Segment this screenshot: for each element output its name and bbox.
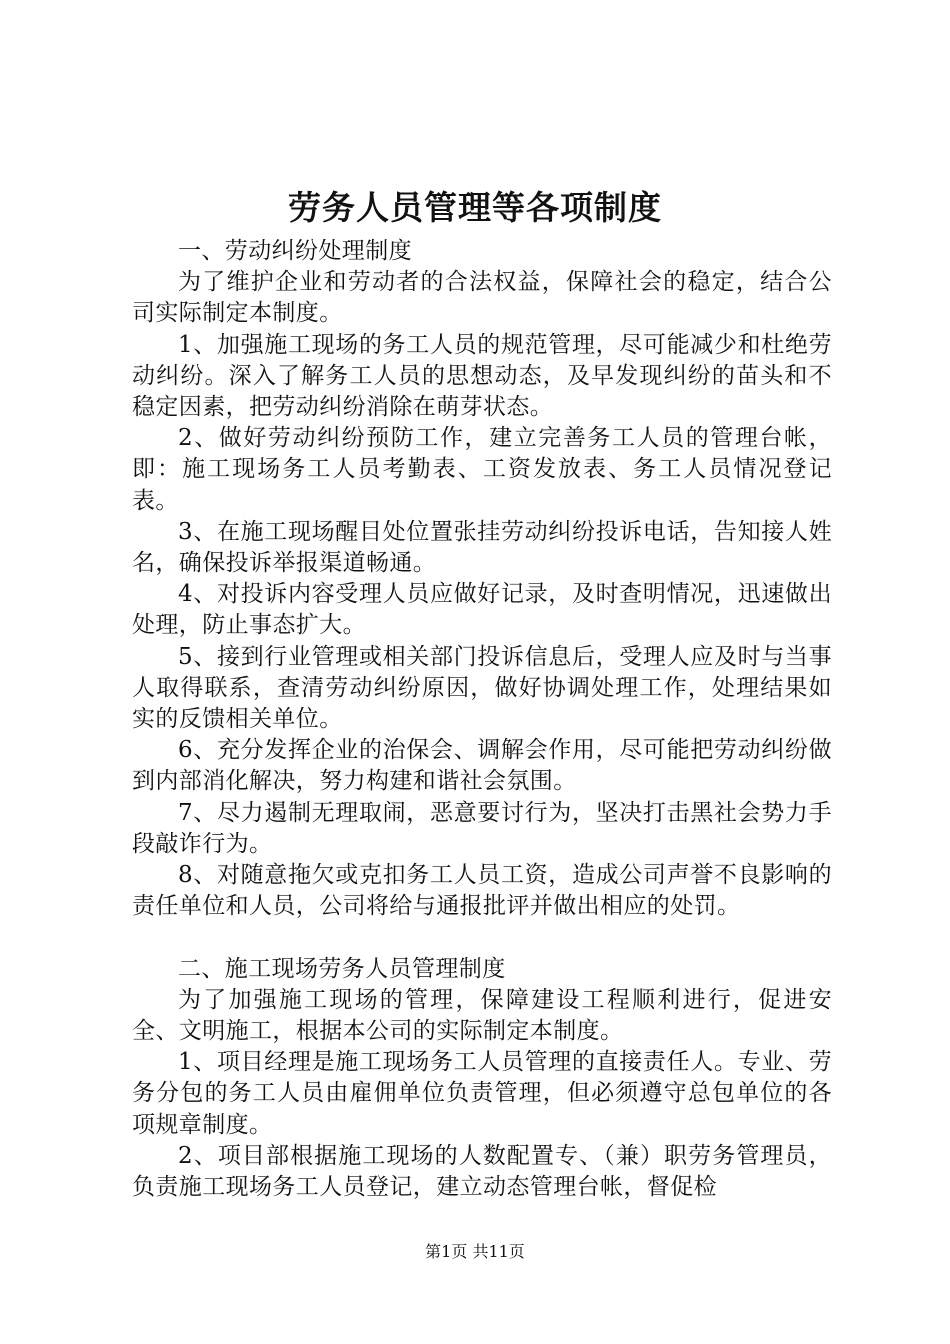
section-heading: 一、劳动纠纷处理制度 bbox=[178, 238, 412, 264]
paragraph: 为了维护企业和劳动者的合法权益，保障社会的稳定，结合公司实际制定本制度。 bbox=[132, 269, 832, 327]
document-title: 劳务人员管理等各项制度 bbox=[288, 188, 662, 227]
paragraph: 6、充分发挥企业的治保会、调解会作用，尽可能把劳动纠纷做到内部消化解决，努力构建和谐社会氛围。 bbox=[132, 737, 832, 795]
section-heading: 二、施工现场劳务人员管理制度 bbox=[178, 955, 506, 982]
paragraph: 4、对投诉内容受理人员应做好记录，及时查明情况，迅速做出处理，防止事态扩大。 bbox=[132, 581, 832, 639]
paragraph: 为了加强施工现场的管理，保障建设工程顺利进行，促进安全、文明施工，根据本公司的实际制定本制度。 bbox=[132, 986, 832, 1045]
paragraph: 1、项目经理是施工现场务工人员管理的直接责任人。专业、劳务分包的务工人员由雇佣单位负责管理，但必须遵守总包单位的各项规章制度。 bbox=[132, 1049, 832, 1138]
section-spacer bbox=[132, 922, 832, 953]
paragraph: 8、对随意拖欠或克扣务工人员工资，造成公司声誉不良影响的责任单位和人员，公司将给与通报批评并做出相应的处罚。 bbox=[132, 862, 832, 920]
paragraph: 3、在施工现场醒目处位置张挂劳动纠纷投诉电话，告知接人姓名，确保投诉举报渠道畅通。 bbox=[132, 518, 832, 577]
paragraph: 2、项目部根据施工现场的人数配置专、（兼）职劳务管理员，负责施工现场务工人员登记，建立动态管理台帐，督促检 bbox=[132, 1142, 832, 1201]
paragraph: 1、加强施工现场的务工人员的规范管理，尽可能减少和杜绝劳动纠纷。深入了解务工人员的思想动态，及早发现纠纷的苗头和不稳定因素，把劳动纠纷消除在萌芽状态。 bbox=[132, 331, 832, 421]
paragraph: 2、做好劳动纠纷预防工作，建立完善务工人员的管理台帐，即：施工现场务工人员考勤表、工资发放表、务工人员情况登记表。 bbox=[132, 425, 832, 514]
document-body bbox=[132, 236, 832, 1203]
paragraph: 5、接到行业管理或相关部门投诉信息后，受理人应及时与当事人取得联系，查清劳动纠纷原因，做好协调处理工作，处理结果如实的反馈相关单位。 bbox=[132, 643, 832, 733]
paragraph: 7、尽力遏制无理取闹，恶意要讨行为，坚决打击黑社会势力手段敲诈行为。 bbox=[132, 799, 832, 857]
page-number-footer: 第1页 共11页 bbox=[425, 1242, 525, 1261]
